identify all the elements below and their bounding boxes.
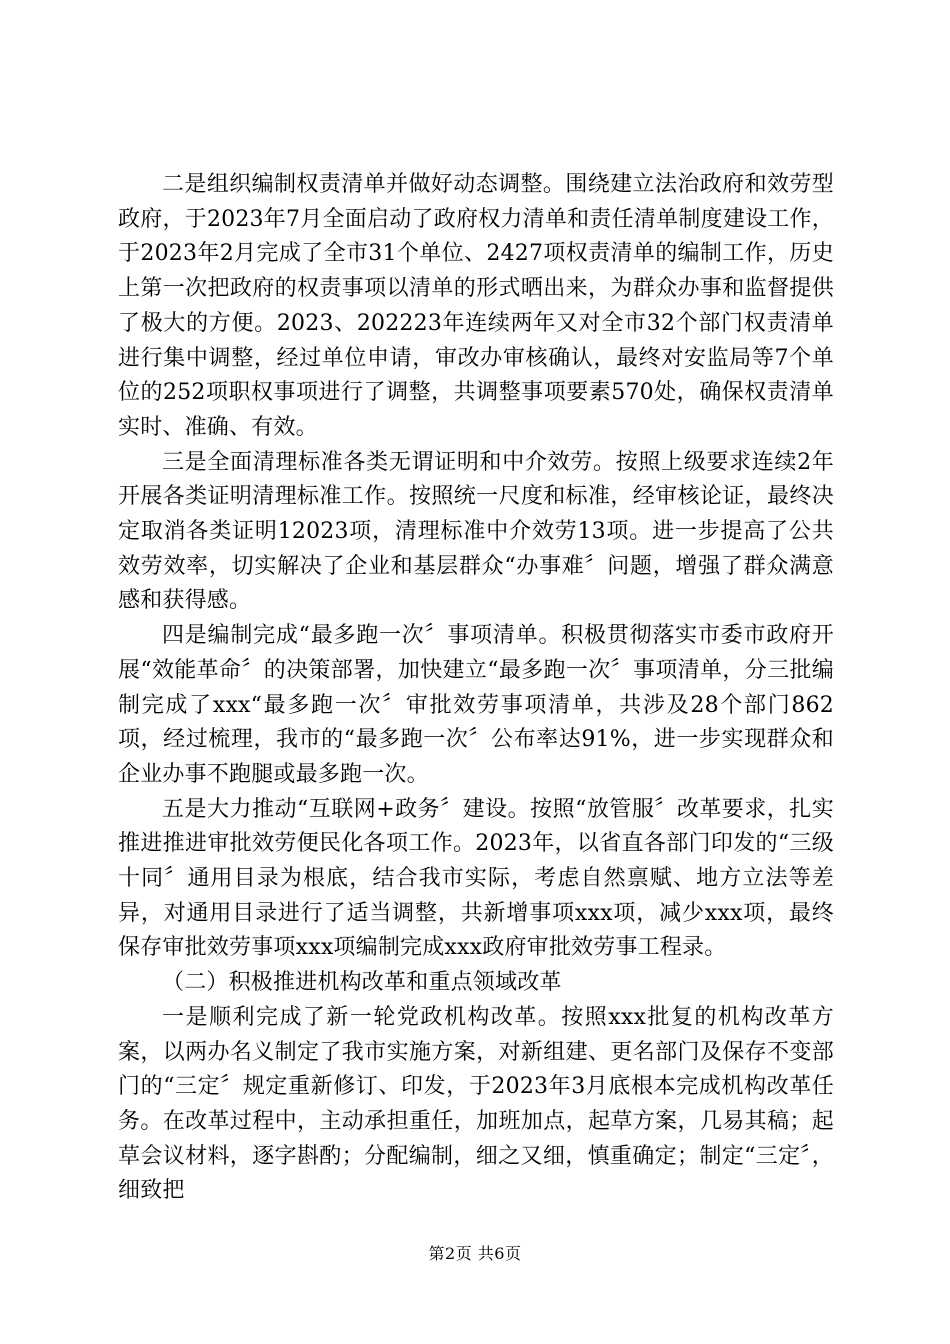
section-subheading: （二）积极推进机构改革和重点领域改革 [162, 970, 562, 996]
document-body [118, 168, 834, 1209]
page-number-footer: 第2页 共6页 [428, 1244, 522, 1263]
paragraph-internet-government: 五是大力推动“互联网+政务〞建设。按照“放管服〞改革要求，扎实推进推进审批效劳便民化各项工作。2023年，以省直各部门印发的“三级十同〞通用目录为根底，结合我市实际，考虑自然禀赋、地方立法等差异，对通用目录进行了适当调整，共新增事项xxx项，减少xxx项，最终保存审批效劳事项xxx项编制完成xxx政府审批效劳事工程录。 [118, 796, 834, 961]
paragraph-institutional-reform: 一是顺利完成了新一轮党政机构改革。按照xxx批复的机构改革方案，以两办名义制定了我市实施方案，对新组建、更名部门及保存不变部门的“三定〞规定重新修订、印发，于2023年3月底根本完成机构改革任务。在改革过程中，主动承担重任，加班加点，起草方案，几易其稿；起草会议材料，逐字斟酌；分配编制，细之又细，慎重确定；制定“三定〞，细致把 [118, 1004, 834, 1204]
paragraph-power-list: 二是组织编制权责清单并做好动态调整。围绕建立法治政府和效劳型政府，于2023年7月全面启动了政府权力清单和责任清单制度建设工作，于2023年2月完成了全市31个单位、2427项权责清单的编制工作，历史上第一次把政府的权责事项以清单的形式晒出来，为群众办事和监督提供了极大的方便。2023、202223年连续两年又对全市32个部门权责清单进行集中调整，经过单位申请，审改办审核确认，最终对安监局等7个单位的252项职权事项进行了调整，共调整事项要素570处，确保权责清单实时、准确、有效。 [118, 172, 834, 440]
paragraph-run-once-list: 四是编制完成“最多跑一次〞事项清单。积极贯彻落实市委市政府开展“效能革命〞的决策部署，加快建立“最多跑一次〞事项清单，分三批编制完成了xxx“最多跑一次〞审批效劳事项清单，共涉及28个部门862项，经过梳理，我市的“最多跑一次〞公布率达91%，进一步实现群众和企业办事不跑腿或最多跑一次。 [118, 623, 834, 787]
paragraph-certificate-cleanup: 三是全面清理标准各类无谓证明和中介效劳。按照上级要求连续2年开展各类证明清理标准工作。按照统一尺度和标准，经审核论证，最终决定取消各类证明12023项，清理标准中介效劳13项。进一步提高了公共效劳效率，切实解决了企业和基层群众“办事难〞问题，增强了群众满意感和获得感。 [118, 449, 834, 614]
